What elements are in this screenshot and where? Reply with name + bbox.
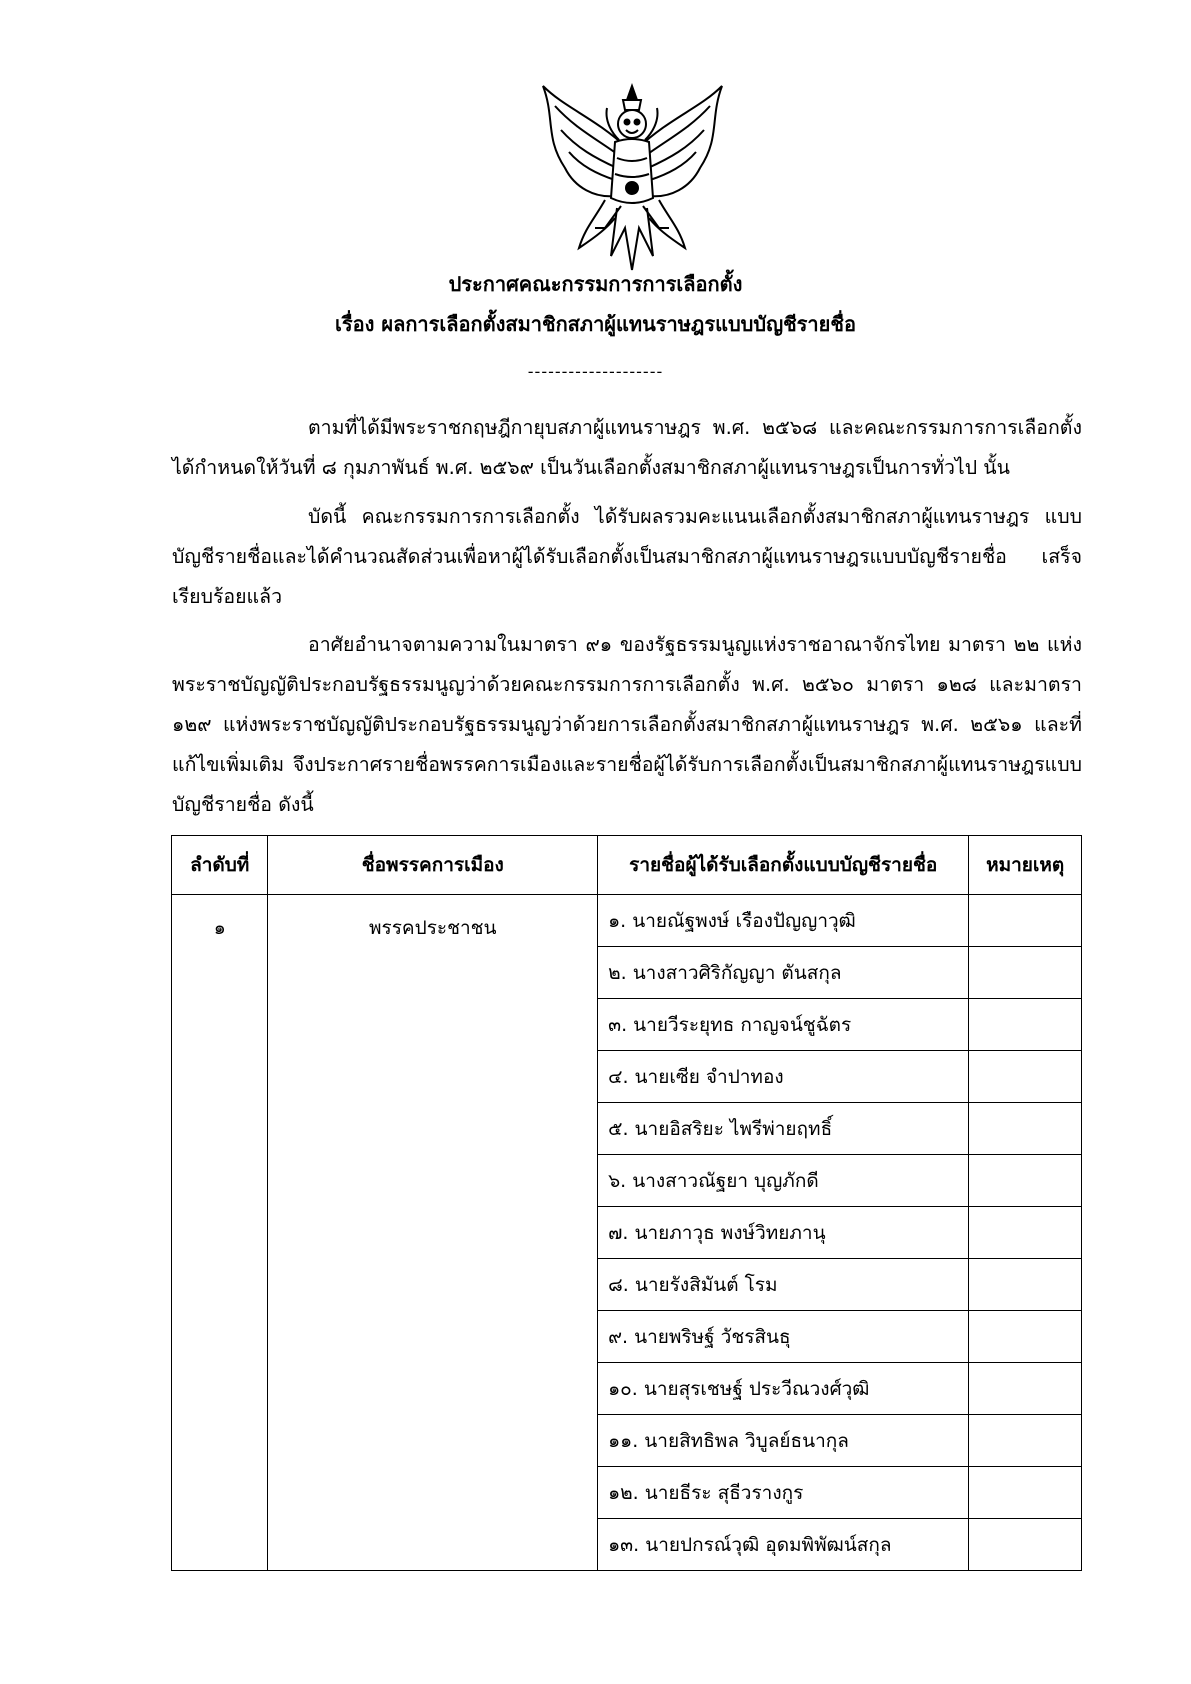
remark-cell: [969, 1363, 1082, 1415]
header-order: ลำดับที่: [172, 836, 268, 895]
candidate-cell: ๗. นายภาวุธ พงษ์วิทยภานุ: [598, 1207, 969, 1259]
header-party: ชื่อพรรคการเมือง: [268, 836, 598, 895]
remark-cell: [969, 1155, 1082, 1207]
remark-cell: [969, 1259, 1082, 1311]
order-cell: ๑: [172, 895, 268, 1571]
document-subject: เรื่อง ผลการเลือกตั้งสมาชิกสภาผู้แทนราษฎรแบบบัญชีรายชื่อ: [335, 312, 856, 336]
candidate-cell: ๘. นายรังสิมันต์ โรม: [598, 1259, 969, 1311]
candidate-cell: ๖. นางสาวณัฐยา บุญภักดี: [598, 1155, 969, 1207]
candidate-cell: ๑๐. นายสุรเชษฐ์ ประวีณวงศ์วุฒิ: [598, 1363, 969, 1415]
separator: --------------------: [527, 362, 664, 381]
candidate-cell: ๑. นายณัฐพงษ์ เรืองปัญญาวุฒิ: [598, 895, 969, 947]
remark-cell: [969, 947, 1082, 999]
document-title: ประกาศคณะกรรมการการเลือกตั้ง: [448, 272, 743, 296]
candidate-cell: ๑๑. นายสิทธิพล วิบูลย์ธนากุล: [598, 1415, 969, 1467]
remark-cell: [969, 1207, 1082, 1259]
remark-cell: [969, 1311, 1082, 1363]
remark-cell: [969, 1103, 1082, 1155]
candidate-cell: ๔. นายเซีย จำปาทอง: [598, 1051, 969, 1103]
remark-cell: [969, 1467, 1082, 1519]
candidate-cell: ๒. นางสาวศิริกัญญา ตันสกุล: [598, 947, 969, 999]
table-row: [172, 895, 1082, 947]
paragraph-3: อาศัยอำนาจตามความในมาตรา ๙๑ ของรัฐธรรมนูญแห่งราชอาณาจักรไทย มาตรา ๒๒ แห่งพระราชบัญญัติประกอบรัฐธรรมนูญว่าด้วยคณะกรรมการการเลือกตั้ง พ.ศ. ๒๕๖๐ มาตรา ๑๒๘ และมาตรา ๑๒๙ แห่งพระราชบัญญัติประกอบรัฐธรรมนูญว่าด้วยการเลือกตั้งสมาชิกสภาผู้แทนราษฎร พ.ศ. ๒๕๖๑ และที่แก้ไขเพิ่มเติม จึงประกาศรายชื่อพรรคการเมืองและรายชื่อผู้ได้รับการเลือกตั้งเป็นสมาชิกสภาผู้แทนราษฎรแบบบัญชีรายชื่อ ดังนี้: [172, 633, 1083, 816]
garuda-emblem-icon: [535, 78, 730, 278]
results-table: [171, 835, 1082, 1571]
remark-cell: [969, 895, 1082, 947]
table-header-row: [172, 836, 1082, 895]
remark-cell: [969, 1051, 1082, 1103]
remark-cell: [969, 999, 1082, 1051]
paragraph-1: ตามที่ได้มีพระราชกฤษฎีกายุบสภาผู้แทนราษฎร พ.ศ. ๒๕๖๘ และคณะกรรมการการเลือกตั้ง ได้กำหนดให้วันที่ ๘ กุมภาพันธ์ พ.ศ. ๒๕๖๙ เป็นวันเลือกตั้งสมาชิกสภาผู้แทนราษฎรเป็นการทั่วไป นั้น: [172, 416, 1082, 479]
party-cell: พรรคประชาชน: [268, 895, 598, 1571]
candidate-cell: ๓. นายวีระยุทธ กาญจน์ชูฉัตร: [598, 999, 969, 1051]
remark-cell: [969, 1519, 1082, 1571]
candidate-cell: ๕. นายอิสริยะ ไพรีพ่ายฤทธิ์: [598, 1103, 969, 1155]
candidate-cell: ๙. นายพริษฐ์ วัชรสินธุ: [598, 1311, 969, 1363]
header-candidates: รายชื่อผู้ได้รับเลือกตั้งแบบบัญชีรายชื่อ: [598, 836, 969, 895]
header-remarks: หมายเหตุ: [969, 836, 1082, 895]
paragraph-2: บัดนี้ คณะกรรมการการเลือกตั้ง ได้รับผลรวมคะแนนเลือกตั้งสมาชิกสภาผู้แทนราษฎร แบบบัญชีรายชื่อและได้คำนวณสัดส่วนเพื่อหาผู้ได้รับเลือกตั้งเป็นสมาชิกสภาผู้แทนราษฎรแบบบัญชีรายชื่อ เสร็จเรียบร้อยแล้ว: [172, 505, 1082, 608]
candidate-cell: ๑๒. นายธีระ สุธีวรางกูร: [598, 1467, 969, 1519]
remark-cell: [969, 1415, 1082, 1467]
candidate-cell: ๑๓. นายปกรณ์วุฒิ อุดมพิพัฒน์สกุล: [598, 1519, 969, 1571]
